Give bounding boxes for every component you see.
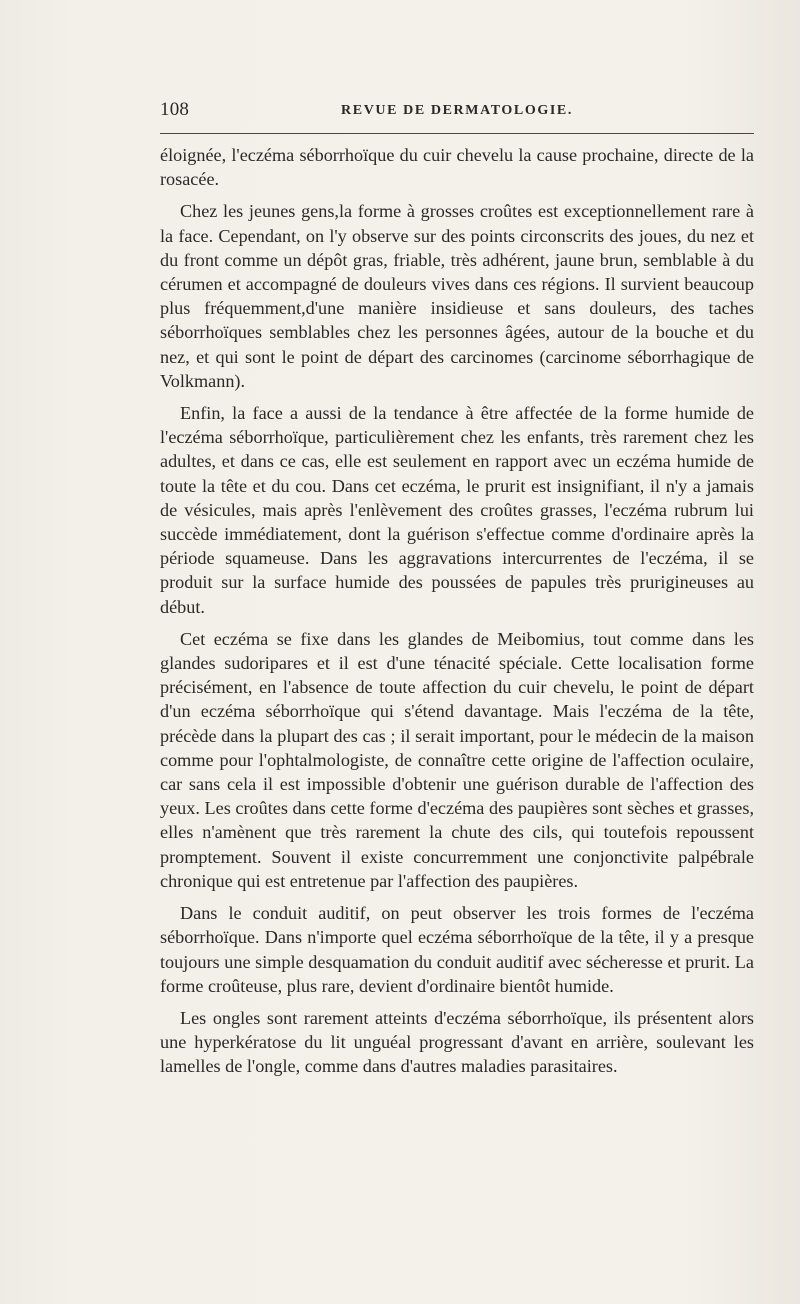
paragraph: Cet eczéma se fixe dans les glandes de Meibomius, tout comme dans les glandes sudoripares et il est d'une ténacité spéciale. Cette localisation forme précisément, en l'absence de toute affection du cuir chevelu, le point de départ d'un eczéma séborrhoïque qui s'étend davantage. Mais l'eczéma de la tête, précède dans la plupart des cas ; il serait important, pour le médecin de la maison comme pour l'ophtalmologiste, de connaître cette origine de l'affection oculaire, car sans cela il est impossible d'obtenir une guérison durable de l'affection des yeux. Les croûtes dans cette forme d'eczéma des paupières sont sèches et grasses, elles n'amènent que très rarement la chute des cils, qui toutefois repoussent promptement. Souvent il existe concurremment une conjonctivite palpébrale chronique qui est entretenue par l'affection des paupières.: [160, 628, 754, 891]
page-header: [160, 95, 754, 125]
running-title: REVUE DE DERMATOLOGIE.: [341, 103, 573, 118]
paragraph-continuation: éloignée, l'eczéma séborrhoïque du cuir chevelu la cause prochaine, directe de la rosacée.: [160, 145, 754, 190]
body-text: [160, 143, 754, 1087]
paragraph: Chez les jeunes gens,la forme à grosses croûtes est exceptionnellement rare à la face. Cependant, on l'y observe sur des points circonscrits des joues, du nez et du front comme un dépôt gras, friable, très adhérent, jaune brun, semblable à du cérumen et accompagné de douleurs vives dans ces régions. Il survient beaucoup plus fréquemment,d'une manière insidieuse et sans douleurs, des taches séborrhoïques semblables chez les personnes âgées, autour de la bouche et du nez, et qui sont le point de départ des carcinomes (carcinome séborrhagique de Volkmann).: [160, 201, 754, 391]
paragraph: Enfin, la face a aussi de la tendance à être affectée de la forme humide de l'eczéma séborrhoïque, particulièrement chez les enfants, très rarement chez les adultes, et dans ce cas, elle est seulement en rapport avec un eczéma humide de toute la tête et du cou. Dans cet eczéma, le prurit est insignifiant, il n'y a jamais de vésicules, mais après l'enlèvement des croûtes grasses, l'eczéma rubrum lui succède immédiatement, dont la guérison s'effectue comme d'ordinaire après la période squameuse. Dans les aggravations intercurrentes de l'eczéma, il se produit sur la surface humide des poussées de papules très prurigineuses au début.: [160, 403, 754, 617]
header-rule: [160, 133, 754, 134]
paragraph: Dans le conduit auditif, on peut observer les trois formes de l'eczéma séborrhoïque. Dans n'importe quel eczéma séborrhoïque de la tête, il y a presque toujours une simple desquamation du conduit auditif avec sécheresse et prurit. La forme croûteuse, plus rare, devient d'ordinaire bientôt humide.: [160, 903, 754, 996]
paragraph: Les ongles sont rarement atteints d'eczéma séborrhoïque, ils présentent alors une hyperkératose du lit unguéal progressant d'avant en arrière, soulevant les lamelles de l'ongle, comme dans d'autres maladies parasitaires.: [160, 1007, 754, 1077]
page-number: 108: [160, 99, 190, 120]
